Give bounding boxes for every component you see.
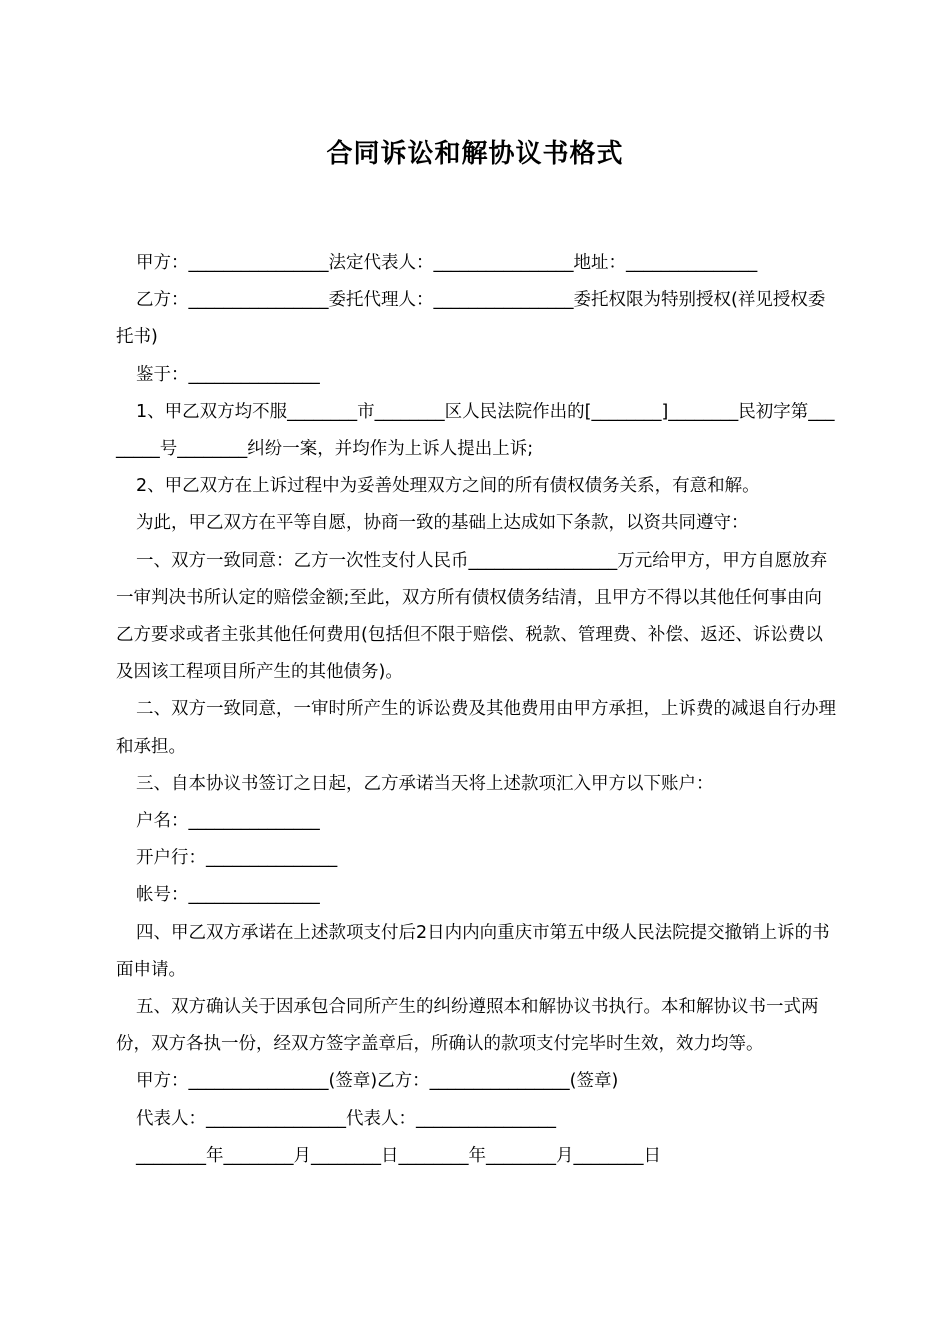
party-b-line: 乙方：________________委托代理人：________________委托权限为特别授权(祥见授权委托书): [116, 290, 826, 348]
clause-2: 二、双方一致同意，一审时所产生的诉讼费及其他费用由甲方承担，上诉费的减退自行办理和承担。: [116, 699, 836, 757]
party-a-line: 甲方：________________法定代表人：________________地址：_______________: [136, 253, 758, 273]
document-title: 合同诉讼和解协议书格式: [326, 139, 624, 169]
date-line: ________年________月________日________年________月________日: [136, 1145, 661, 1166]
clause-3: 三、自本协议书签订之日起，乙方承诺当天将上述款项汇入甲方以下账户：: [136, 773, 714, 794]
signature-line: 甲方：________________(签章)乙方：________________(签章): [136, 1071, 619, 1092]
document-body: [116, 245, 836, 1175]
representative-line: 代表人：________________代表人：________________: [136, 1108, 556, 1129]
bank-line: 开户行：_______________: [136, 848, 338, 869]
clause-4: 四、甲乙双方承诺在上述款项支付后2日内内向重庆市第五中级人民法院提交撤销上诉的书面申请。: [116, 922, 830, 980]
account-number-line: 帐号：_______________: [136, 885, 320, 906]
recital-1: 1、甲乙双方均不服________市________区人民法院作出的[________]________民初字第________号________纠纷一案，并均作为上诉人提出上诉;: [116, 401, 835, 460]
clause-5: 五、双方确认关于因承包合同所产生的纠纷遵照本和解协议书执行。本和解协议书一式两份，双方各执一份，经双方签字盖章后，所确认的款项支付完毕时生效，效力均等。: [116, 997, 819, 1055]
whereas-line: 鉴于：_______________: [136, 364, 320, 385]
recital-2: 2、甲乙双方在上诉过程中为妥善处理双方之间的所有债权债务关系，有意和解。: [136, 476, 760, 497]
account-name-line: 户名：_______________: [136, 811, 320, 832]
clause-1: 一、双方一致同意：乙方一次性支付人民币_________________万元给甲方，甲方自愿放弃一审判决书所认定的赔偿金额;至此，双方所有债权债务结清，且甲方不得以其他任何事由向乙方要求或者主张其他任何费用(包括但不限于赔偿、税款、管理费、补偿、返还、诉讼费以及因该工程项目所产生的其他债务)。: [116, 550, 828, 683]
preamble: 为此，甲乙双方在平等自愿，协商一致的基础上达成如下条款，以资共同遵守：: [136, 513, 749, 534]
